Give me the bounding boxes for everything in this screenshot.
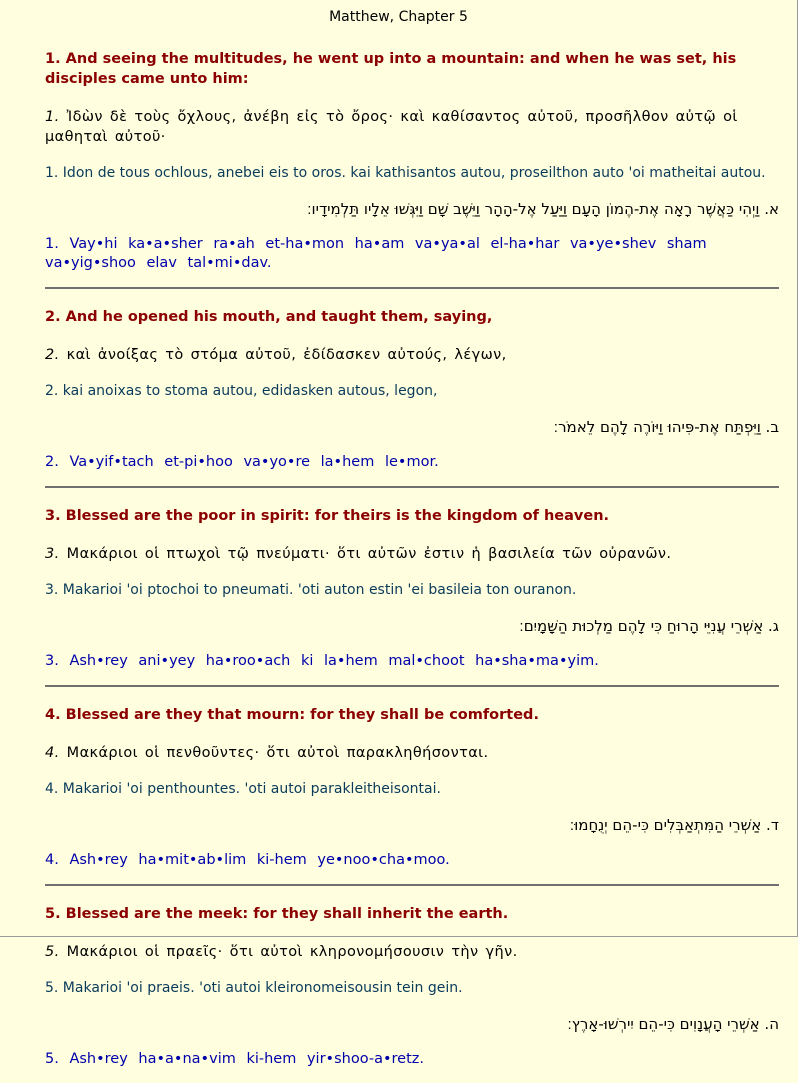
verse-greek-number: 2. bbox=[45, 347, 60, 363]
verse-greek bbox=[45, 942, 779, 962]
verse-transliteration: 5. Makarioi 'oi praeis. 'oti autoi kleironomeisousin tein gein. bbox=[45, 980, 463, 996]
verse-transliteration: 2. kai anoixas to stoma autou, edidasken autous, legon, bbox=[45, 383, 438, 399]
verse-greek-text: Μακάριοι οἱ πενθοῦντες· ὅτι αὐτοὶ παρακληθήσονται. bbox=[66, 745, 489, 761]
verse-hebrew-phonetic: 4. Ash•rey ha•mit•ab•lim ki-hem ye•noo•cha•moo. bbox=[45, 852, 450, 868]
verse-2 bbox=[45, 289, 779, 488]
verse-hebrew-phonetic: 1. Vay•hi ka•a•sher ra•ah et-ha•mon ha•am va•ya•al el-ha•har va•ye•shev sham va•yig•shoo elav tal•mi•dav. bbox=[45, 236, 707, 271]
verse-hebrew-phonetic: 3. Ash•rey ani•yey ha•roo•ach ki la•hem mal•choot ha•sha•ma•yim. bbox=[45, 653, 599, 669]
verse-hebrew: ד. אַשְׁרֵי הַמִּתְאַבְּלִים כִּי-הֵם יְנֻחָמוּ׃ bbox=[569, 816, 779, 834]
verse-hebrew: ג. אַשְׁרֵי עֲנִיֵּי הָרוּחַ כִּי לָהֶם מַלְכוּת הַשָּׁמָיִם׃ bbox=[519, 617, 779, 635]
verse-hebrew: א. וַיְהִי כַּאֲשֶׁר רָאָה אֶת-הֶמוֹן הָעָם וַיַּעַל אֶל-הָהָר וַיֵּשֶׁב שָׁם וַיִּגְּשׁוּ אֵלָיו תַּלְמִידָיו׃ bbox=[307, 200, 779, 218]
verse-greek bbox=[45, 743, 779, 763]
verse-greek-text: καὶ ἀνοίξας τὸ στόμα αὐτοῦ, ἐδίδασκεν αὐτούς, λέγων, bbox=[66, 347, 507, 363]
verse-greek bbox=[45, 107, 779, 147]
verse-greek-text: Μακάριοι οἱ πτωχοὶ τῷ πνεύματι· ὅτι αὐτῶν ἐστιν ἡ βασιλεία τῶν οὐρανῶν. bbox=[66, 546, 672, 562]
verse-transliteration: 4. Makarioi 'oi penthountes. 'oti autoi parakleitheisontai. bbox=[45, 781, 441, 797]
verse-transliteration: 3. Makarioi 'oi ptochoi to pneumati. 'oti auton estin 'ei basileia ton ouranon. bbox=[45, 582, 577, 598]
verse-hebrew-phonetic: 5. Ash•rey ha•a•na•vim ki-hem yir•shoo-a•retz. bbox=[45, 1051, 424, 1067]
verse-greek bbox=[45, 345, 779, 365]
verse-transliteration: 1. Idon de tous ochlous, anebei eis to oros. kai kathisantos autou, proseilthon auto 'oi matheitai autou. bbox=[45, 165, 766, 181]
verse-greek-number: 1. bbox=[45, 109, 60, 125]
verse-greek-text: Ἰδὼν δὲ τοὺς ὄχλους, ἀνέβη εἰς τὸ ὄρος· καὶ καθίσαντος αὐτοῦ, προσῆλθον αὐτῷ οἱ μαθηταὶ αὐτοῦ· bbox=[45, 109, 738, 145]
verse-5 bbox=[45, 886, 779, 1083]
verse-english: 3. Blessed are the poor in spirit: for theirs is the kingdom of heaven. bbox=[45, 508, 610, 524]
verse-greek-number: 5. bbox=[45, 944, 60, 960]
verse-english: 1. And seeing the multitudes, he went up into a mountain: and when he was set, his disciples came unto him: bbox=[45, 51, 737, 87]
verse-english: 4. Blessed are they that mourn: for they shall be comforted. bbox=[45, 707, 539, 723]
verse-4 bbox=[45, 687, 779, 886]
verse-greek bbox=[45, 544, 779, 564]
verse-english: 5. Blessed are the meek: for they shall inherit the earth. bbox=[45, 906, 509, 922]
verse-hebrew: ה. אַשְׁרֵי הָעֲנָוִים כִּי-הֵם יִירְשׁוּ-אָרֶץ׃ bbox=[567, 1015, 779, 1033]
verse-3 bbox=[45, 488, 779, 687]
page-title: Matthew, Chapter 5 bbox=[329, 9, 468, 25]
verse-english: 2. And he opened his mouth, and taught them, saying, bbox=[45, 309, 493, 325]
verse-greek-number: 3. bbox=[45, 546, 60, 562]
verse-hebrew: ב. וַיִּפְתַּח אֶת-פִּיהוּ וַיּוֹרֶה לָהֶם לֵאמֹר׃ bbox=[553, 418, 779, 436]
verse-hebrew-phonetic: 2. Va•yif•tach et-pi•hoo va•yo•re la•hem le•mor. bbox=[45, 454, 439, 470]
verse-1 bbox=[45, 31, 779, 289]
verse-greek-text: Μακάριοι οἱ πραεῖς· ὅτι αὐτοὶ κληρονομήσουσιν τὴν γῆν. bbox=[66, 944, 518, 960]
verse-greek-number: 4. bbox=[45, 745, 60, 761]
